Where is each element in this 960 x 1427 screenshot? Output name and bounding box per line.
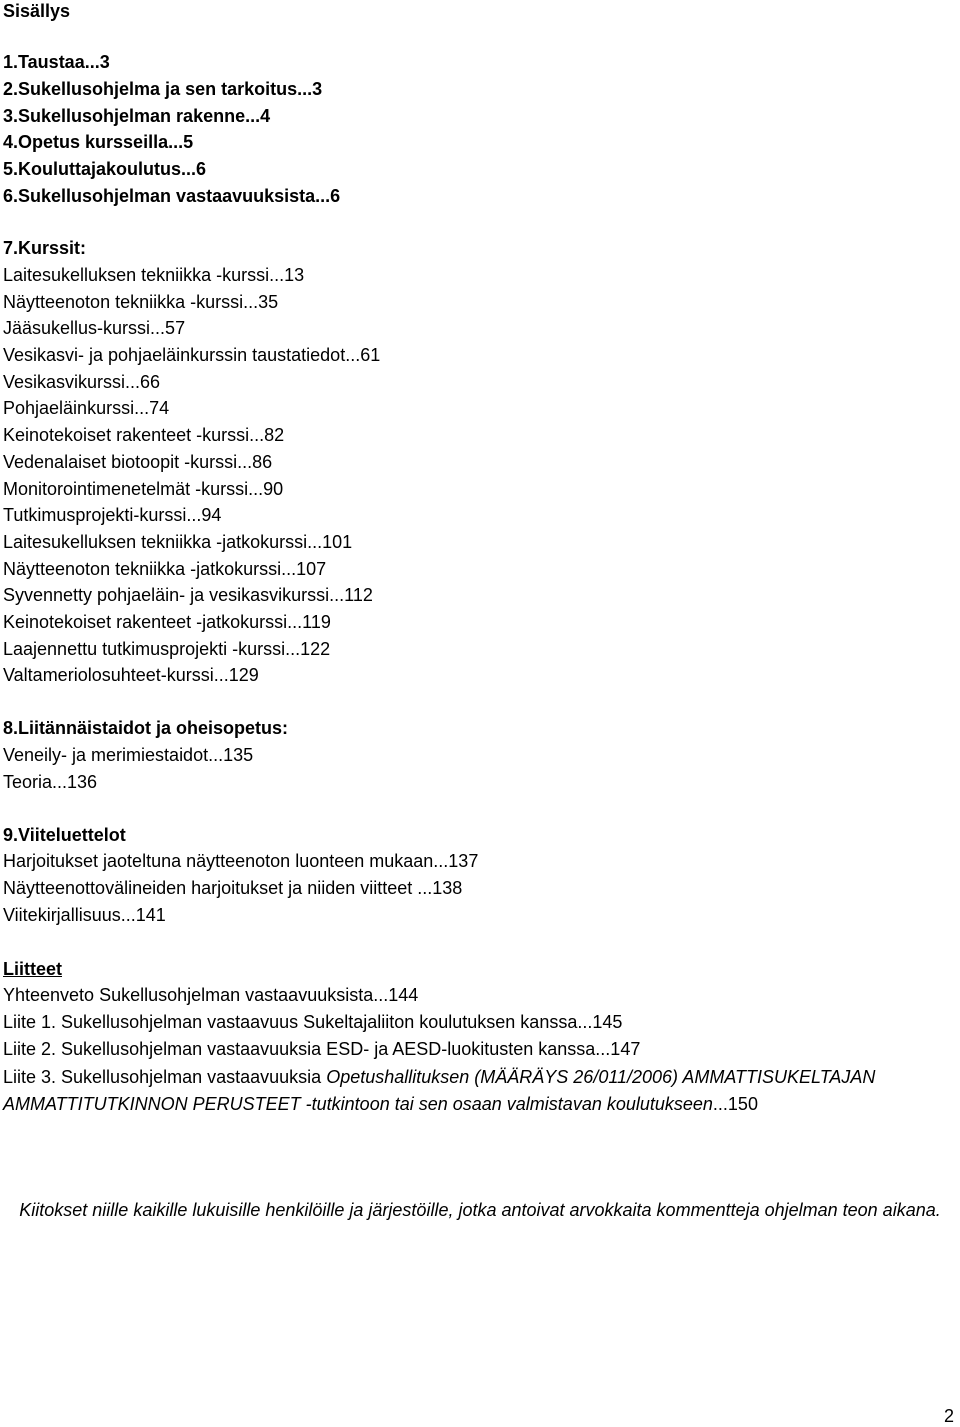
courses-heading: 7.Kurssit: [3,238,87,258]
appendix-2: Liite 2. Sukellusohjelman vastaavuuksia ESD- ja AESD-luokitusten kanssa...147 [3,1039,641,1059]
course-item: Vesikasvikurssi...66 [3,372,161,392]
appendix-3-title: Opetushallituksen (MÄÄRÄYS 26/011/2006) AMMATTISUKELTAJAN AMMATTITUTKINNON PERUSTEET -tutkintoon tai sen osaan valmistavan koulutukseen [3,1067,876,1114]
related-skills-heading: 8.Liitännäistaidot ja oheisopetus: [3,718,289,738]
course-item: Vedenalaiset biotoopit -kurssi...86 [3,452,273,472]
page-number: 2 [943,1406,954,1426]
appendices-heading: Liitteet [3,959,63,979]
course-item: Näytteenoton tekniikka -kurssi...35 [3,292,279,312]
course-item: Tutkimusprojekti-kurssi...94 [3,505,222,525]
acknowledgement: Kiitokset niille kaikille lukuisille henkilöille ja järjestöille, jotka antoivat arvokkaita kommentteja ohjelman teon aikana. [19,1200,941,1220]
course-item: Laajennettu tutkimusprojekti -kurssi...122 [3,639,331,659]
appendix-1: Liite 1. Sukellusohjelman vastaavuus Sukeltajaliiton koulutuksen kanssa...145 [3,1012,623,1032]
course-item: Jääsukellus-kurssi...57 [3,318,186,338]
course-item: Pohjaeläinkurssi...74 [3,398,170,418]
reference-item: Harjoitukset jaoteltuna näytteenoton luonteen mukaan...137 [3,851,479,871]
course-item: Laitesukelluksen tekniikka -jatkokurssi...101 [3,532,353,552]
toc-item: 3.Sukellusohjelman rakenne...4 [3,106,271,126]
toc-item: 1.Taustaa...3 [3,52,110,72]
appendix-3 [3,1064,955,1118]
course-item: Syvennetty pohjaeläin- ja vesikasvikurssi...112 [3,585,373,605]
appendix-summary: Yhteenveto Sukellusohjelman vastaavuuksista...144 [3,985,419,1005]
references-heading: 9.Viiteluettelot [3,825,126,845]
reference-item: Näytteenottovälineiden harjoitukset ja niiden viitteet ...138 [3,878,463,898]
toc-title: Sisällys [3,1,71,21]
appendix-3-page: ...150 [712,1094,758,1114]
related-skills-item: Veneily- ja merimiestaidot...135 [3,745,254,765]
course-item: Vesikasvi- ja pohjaeläinkurssin taustatiedot...61 [3,345,381,365]
course-item: Näytteenoton tekniikka -jatkokurssi...107 [3,559,327,579]
reference-item: Viitekirjallisuus...141 [3,905,166,925]
course-item: Keinotekoiset rakenteet -jatkokurssi...119 [3,612,331,632]
course-item: Valtameriolosuhteet-kurssi...129 [3,665,259,685]
toc-item: 6.Sukellusohjelman vastaavuuksista...6 [3,186,341,206]
related-skills-item: Teoria...136 [3,772,98,792]
toc-item: 2.Sukellusohjelma ja sen tarkoitus...3 [3,79,323,99]
course-item: Laitesukelluksen tekniikka -kurssi...13 [3,265,305,285]
course-item: Monitorointimenetelmät -kurssi...90 [3,479,284,499]
appendix-3-prefix: Liite 3. Sukellusohjelman vastaavuuksia [3,1067,327,1087]
course-item: Keinotekoiset rakenteet -kurssi...82 [3,425,285,445]
toc-item: 5.Kouluttajakoulutus...6 [3,159,207,179]
toc-item: 4.Opetus kursseilla...5 [3,132,194,152]
